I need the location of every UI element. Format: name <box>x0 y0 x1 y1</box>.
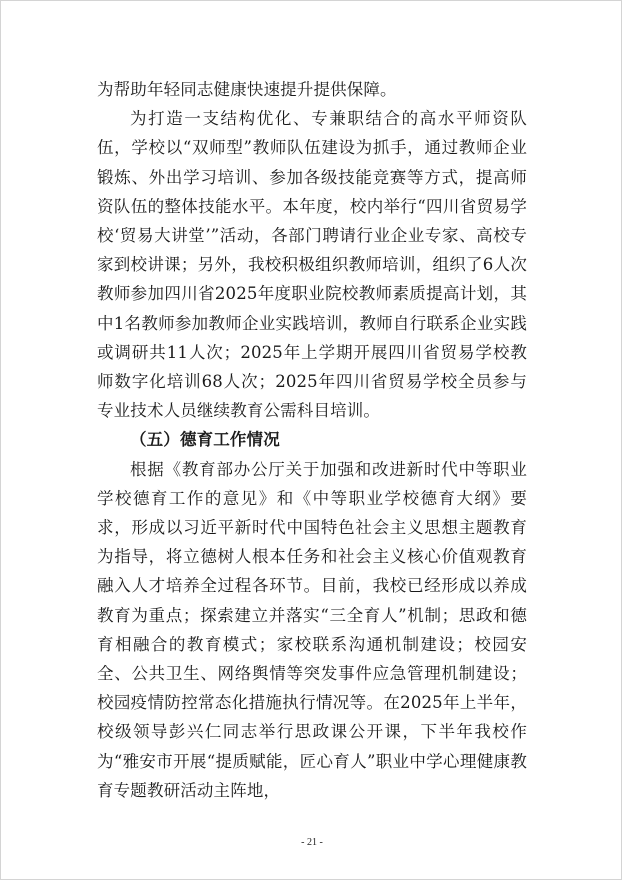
page-number: - 21 - <box>301 837 323 848</box>
paragraph-continuation: 为帮助年轻同志健康快速提升提供保障。 <box>97 80 397 99</box>
section-heading-moral-education: （五）德育工作情况 <box>130 430 280 450</box>
paragraph-moral-education: 根据《教育部办公厅关于加强和改进新时代中等职业学校德育工作的意见》和《中等职业学校德育大纲》要求，形成以习近平新时代中国特色社会主义思想主题教育为指导，将立德树人根本任务和社会主义核心价值观教育融入人才培养全过程各环节。目前，我校已经形成以养成教育为重点；探索建立并落实“三全育人”机制；思政和德育相融合的教育模式；家校联系沟通机制建设；校园安全、公共卫生、网络舆情等突发事件应急管理机制建设；校园疫情防控常态化措施执行情况等。在2025年上半年，校级领导彭兴仁同志举行思政课公开课，下半年我校作为“雅安市开展“提质赋能，匠心育人”职业中学心理健康教育专题教研活动主阵地， <box>97 459 527 800</box>
paragraph-teacher-team: 为打造一支结构优化、专兼职结合的高水平师资队伍，学校以“双师型”教师队伍建设为抓手，通过教师企业锻炼、外出学习培训、参加各级技能竞赛等方式，提高师资队伍的整体技能水平。本年度，校内举行“四川省贸易学校‘贸易大讲堂’”活动，各部门聘请行业企业专家、高校专家到校讲课；另外，我校积极组织教师培训，组织了6人次教师参加四川省2025年度职业院校教师素质提高计划，其中1名教师参加教师企业实践培训，教师自行联系企业实践或调研共11人次；2025年上学期开展四川省贸易学校教师数字化培训68人次；2025年四川省贸易学校全员参与专业技术人员继续教育公需科目培训。 <box>97 109 527 421</box>
body-text <box>97 75 527 805</box>
